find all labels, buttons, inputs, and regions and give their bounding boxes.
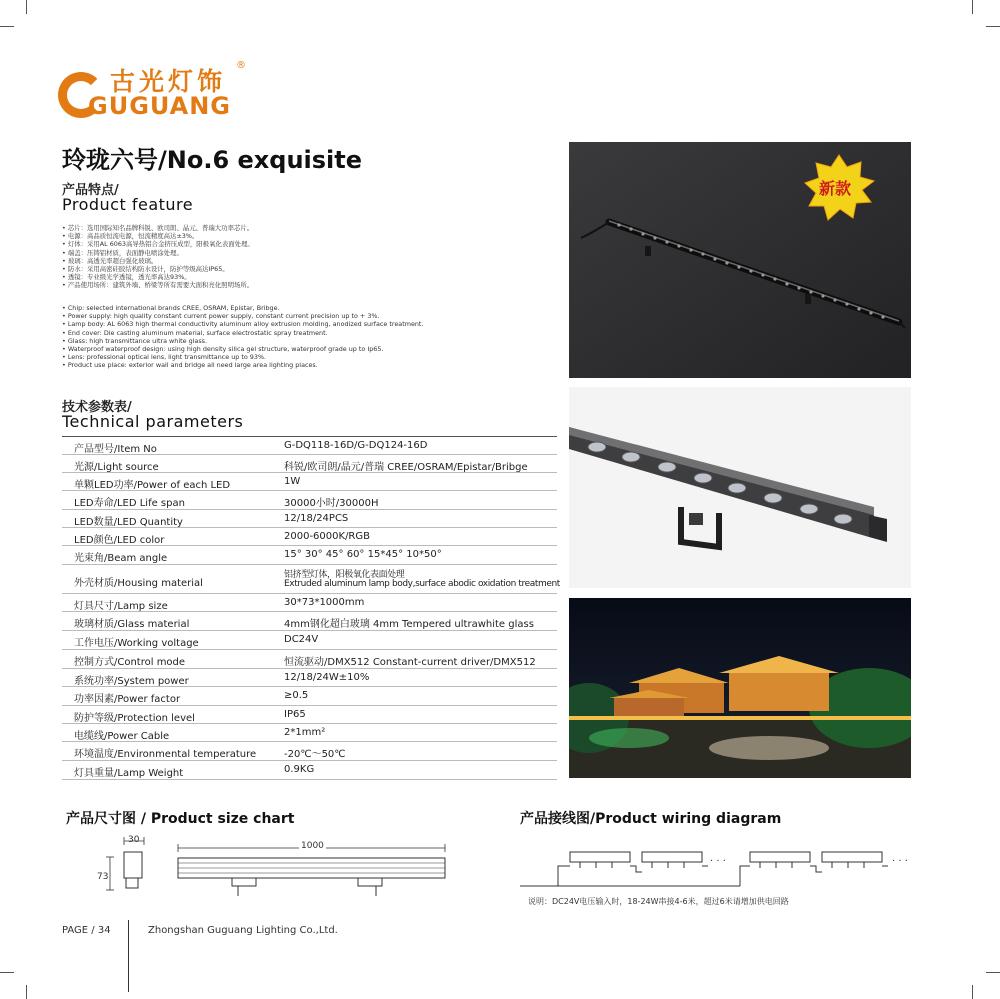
param-label: 工作电压/Working voltage bbox=[74, 638, 199, 649]
size-chart-title: 产品尺寸图 / Product size chart bbox=[66, 811, 295, 827]
table-row bbox=[62, 510, 557, 528]
crop-mark bbox=[986, 972, 1000, 973]
param-value: 2000-6000K/RGB bbox=[284, 531, 370, 542]
param-label: 光束角/Beam angle bbox=[74, 553, 168, 564]
crop-mark bbox=[0, 972, 14, 973]
params-table bbox=[62, 436, 560, 780]
size-length-label: 1000 bbox=[301, 841, 324, 851]
brand-logo bbox=[58, 58, 258, 128]
logo-chinese-name: 古光灯饰 bbox=[110, 67, 227, 96]
param-label: 光源/Light source bbox=[74, 462, 159, 473]
table-row bbox=[62, 546, 557, 565]
company-name: Zhongshan Guguang Lighting Co.,Ltd. bbox=[148, 925, 338, 936]
night-scene-image bbox=[569, 598, 911, 778]
param-value: G-DQ118-16D/G-DQ124-16D bbox=[284, 440, 428, 451]
table-row bbox=[62, 491, 557, 510]
wiring-title: 产品接线图/Product wiring diagram bbox=[520, 811, 782, 827]
param-value-secondary: Extruded aluminum lamp body,surface abodic oxidation treatment bbox=[284, 579, 560, 589]
feature-list-en bbox=[62, 304, 502, 370]
table-row bbox=[62, 594, 557, 612]
feature-item: • 芯片：选用国际知名品牌科锐、欧司朗、晶元、普瑞大功率芯片。 bbox=[62, 224, 502, 232]
feature-title-cn: 产品特点/ bbox=[62, 183, 119, 198]
crop-mark bbox=[986, 26, 1000, 27]
table-row bbox=[62, 687, 557, 706]
param-value: 铝挤型灯体，阳极氧化表面处理 bbox=[284, 570, 405, 580]
feature-item: • Power supply: high quality constant current power supply, constant current precision up to + 3%. bbox=[62, 312, 502, 320]
table-row bbox=[62, 724, 557, 742]
feature-item: • Glass: high transmittance ultra white glass. bbox=[62, 337, 502, 345]
feature-item: • 产品使用场所：建筑外墙、桥梁等所有需要大面积亮化照明场所。 bbox=[62, 281, 502, 289]
crop-mark bbox=[26, 985, 27, 999]
lamp-closeup-photo bbox=[569, 387, 911, 588]
size-height-label: 73 bbox=[97, 872, 109, 882]
param-label: 单颗LED功率/Power of each LED bbox=[74, 480, 231, 491]
feature-item: • Chip: selected international brands CREE, OSRAM, Epistar, Bribge. bbox=[62, 304, 502, 312]
crop-mark bbox=[972, 0, 973, 14]
table-row bbox=[62, 742, 557, 761]
param-label: LED颜色/LED color bbox=[74, 535, 165, 546]
feature-list-cn bbox=[62, 224, 502, 290]
param-label: 环境温度/Environmental temperature bbox=[74, 749, 257, 760]
wiring-ellipsis: · · · bbox=[892, 856, 908, 867]
table-row bbox=[62, 761, 557, 780]
param-label: 电缆线/Power Cable bbox=[74, 731, 170, 742]
product-title: 玲珑六号/No.6 exquisite bbox=[62, 146, 363, 174]
table-row bbox=[62, 473, 557, 491]
feature-item: • End cover: Die casting aluminum material, surface electrostatic spray treatment. bbox=[62, 329, 502, 337]
feature-item: • 玻璃：高透光率超白强化玻璃。 bbox=[62, 257, 502, 265]
new-badge-label: 新款 bbox=[819, 179, 852, 198]
param-label: 外壳材质/Housing material bbox=[74, 578, 203, 589]
feature-item: • Lamp body: AL 6063 high thermal conductivity aluminum alloy extrusion molding, anodized surface treatment. bbox=[62, 320, 502, 328]
lamp-closeup-image bbox=[569, 387, 911, 588]
feature-title-en: Product feature bbox=[62, 195, 194, 214]
param-label: 产品型号/Item No bbox=[74, 444, 157, 455]
param-label: 功率因素/Power factor bbox=[74, 694, 181, 705]
feature-item: • 透镜：专业级光学透镜，透光率高达93%。 bbox=[62, 273, 502, 281]
param-value: -20℃～50℃ bbox=[284, 749, 346, 760]
logo-english-name: GUGUANG bbox=[88, 92, 231, 120]
param-value: 30000小时/30000H bbox=[284, 498, 379, 509]
param-label: 控制方式/Control mode bbox=[74, 657, 186, 668]
param-value: 2*1mm² bbox=[284, 727, 326, 738]
lamp-bar-image bbox=[569, 142, 911, 378]
size-chart-drawing bbox=[90, 832, 460, 912]
table-row bbox=[62, 631, 557, 650]
param-value: 1W bbox=[284, 476, 301, 487]
table-row bbox=[62, 455, 557, 473]
param-value: 4mm钢化超白玻璃 4mm Tempered ultrawhite glass bbox=[284, 619, 534, 630]
param-value: 科锐/欧司朗/晶元/普瑞 CREE/OSRAM/Epistar/Bribge bbox=[284, 462, 528, 473]
registered-mark: ® bbox=[236, 60, 246, 71]
product-photo bbox=[569, 142, 911, 378]
params-title-en: Technical parameters bbox=[62, 412, 244, 431]
params-title-cn: 技术参数表/ bbox=[62, 400, 132, 415]
table-row bbox=[62, 669, 557, 687]
feature-item: • Product use place: exterior wall and bridge all need large area lighting places. bbox=[62, 361, 502, 369]
param-value: IP65 bbox=[284, 709, 306, 720]
crop-mark bbox=[0, 26, 14, 27]
feature-item: • 端盖：压铸铝材质，表面静电喷涂处理。 bbox=[62, 249, 502, 257]
crop-mark bbox=[972, 985, 973, 999]
param-label: 灯具尺寸/Lamp size bbox=[74, 601, 168, 612]
size-width-label: 30 bbox=[128, 835, 140, 845]
wiring-drawing bbox=[518, 844, 918, 892]
table-row bbox=[62, 565, 560, 594]
param-value: 12/18/24PCS bbox=[284, 513, 349, 524]
param-value: 恒流驱动/DMX512 Constant-current driver/DMX512 bbox=[284, 657, 536, 668]
feature-item: • Lens: professional optical lens, light transmittance up to 93%. bbox=[62, 353, 502, 361]
param-value: 30*73*1000mm bbox=[284, 597, 365, 608]
feature-item: • 电源：高品质恒流电源，恒流精度高达±3%。 bbox=[62, 232, 502, 240]
table-row bbox=[62, 437, 557, 455]
param-value: 12/18/24W±10% bbox=[284, 672, 370, 683]
feature-item: • Waterproof waterproof design: using high density silica gel structure, waterproof grade up to Ip65. bbox=[62, 345, 502, 353]
param-label: 系统功率/System power bbox=[74, 676, 189, 687]
footer-divider bbox=[128, 920, 129, 992]
table-row bbox=[62, 706, 557, 724]
wiring-ellipsis: · · · bbox=[710, 856, 726, 867]
param-value: 15° 30° 45° 60° 15*45° 10*50° bbox=[284, 549, 442, 560]
crop-mark bbox=[26, 0, 27, 14]
param-label: LED数量/LED Quantity bbox=[74, 517, 183, 528]
param-label: LED寿命/LED Life span bbox=[74, 498, 185, 509]
page-number: PAGE / 34 bbox=[62, 925, 111, 936]
param-value: DC24V bbox=[284, 634, 319, 645]
param-label: 灯具重量/Lamp Weight bbox=[74, 768, 184, 779]
param-value: ≥0.5 bbox=[284, 690, 309, 701]
table-row bbox=[62, 612, 557, 631]
feature-item: • 防水：采用高密硅胶结构防水设计，防护等级高达IP65。 bbox=[62, 265, 502, 273]
wiring-note: 说明：DC24V电压输入时，18-24W串接4-6米，超过6米请增加供电回路 bbox=[528, 897, 789, 906]
application-photo bbox=[569, 598, 911, 778]
feature-item: • 灯体：采用AL 6063高导热铝合金挤压成型，阳极氧化表面处理。 bbox=[62, 240, 502, 248]
table-row bbox=[62, 528, 557, 546]
table-row bbox=[62, 650, 557, 669]
param-value: 0.9KG bbox=[284, 764, 315, 775]
param-label: 防护等级/Protection level bbox=[74, 713, 195, 724]
param-label: 玻璃材质/Glass material bbox=[74, 619, 190, 630]
